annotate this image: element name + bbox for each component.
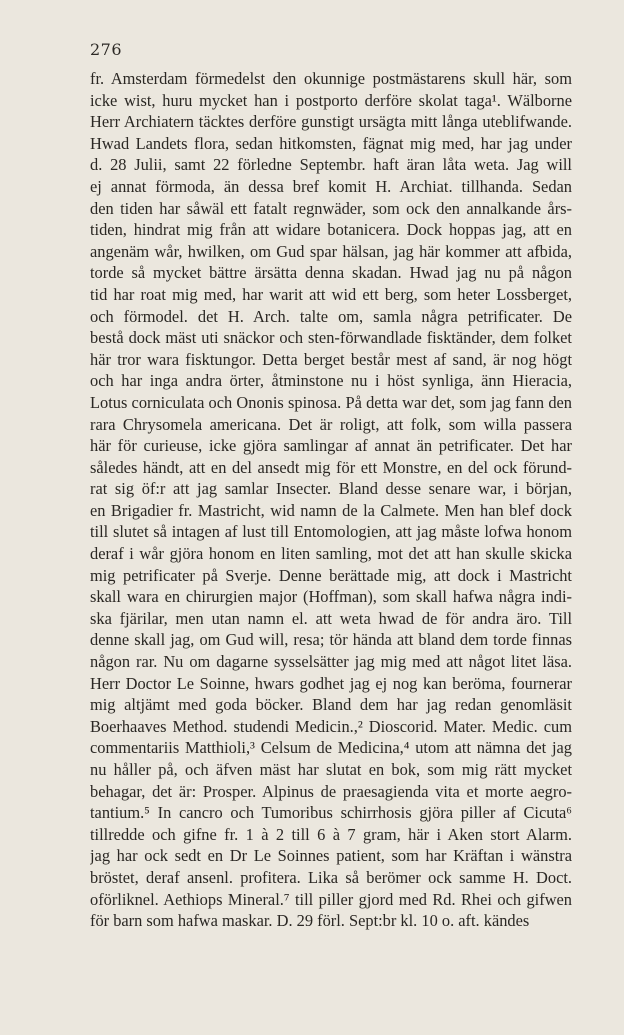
text-line: bestå dock mäst uti snäckor och sten-förwandlade fisktänder, dem folket [90, 328, 572, 348]
text-line: tiden, hindrat mig från att widare botanicera. Dock hoppas jag, att en [90, 220, 572, 240]
text-line: här för curieuse, icke gjöra samlingar af annat än petrificater. Det har [90, 436, 572, 456]
text-line: mig petrificater på Sverje. Denne berättade mig, att dock i Mastricht [90, 565, 572, 585]
text-line: Lotus corniculata och Ononis spinosa. På detta war det, som jag fann den [90, 392, 572, 412]
text-line: Herr Doctor Le Soinne, hwars godhet jag ej nog kan beröma, fournerar [90, 673, 572, 693]
text-line: tillredde och gifne fr. 1 à 2 till 6 à 7 gram, här i Aken stort Alarm. [90, 824, 572, 844]
text-line: deraf i wår gjöra honom en liten samling, mot det att han skulle skicka [90, 544, 572, 564]
text-line: någon rar. Nu om dagarne sysselsätter jag mig med att något litet läsa. [90, 652, 572, 672]
text-line: Boerhaaves Method. studendi Medicin.,² Dioscorid. Mater. Medic. cum [90, 716, 572, 736]
text-line: rat sig öf:r att jag samlar Insecter. Bland desse senare war, i början, [90, 479, 572, 499]
text-line: bröstet, deraf ansenl. profitera. Lika så berömer ock samme H. Doct. [90, 867, 572, 887]
text-line: icke wist, huru mycket han i postporto derföre skolat taga¹. Wälborne [90, 90, 572, 110]
text-line: rara Chrysomela americana. Det är roligt, att folk, som willa passera [90, 414, 572, 434]
text-line: här tror wara fisktungor. Detta berget består mest af sand, är nog högt [90, 349, 572, 369]
text-line: torde så mycket bättre ärsätta denna skadan. Hwad jag nu på någon [90, 263, 572, 283]
text-line: till slutet så intagen af lust till Entomologien, att jag måste lofwa honom [90, 522, 572, 542]
text-line: för barn som hafwa maskar. D. 29 förl. Sept:br kl. 10 o. aft. kändes [90, 911, 530, 931]
text-line: och förmodel. det H. Arch. talte om, samla några petrificater. De [90, 306, 572, 326]
text-line: behagar, det är: Prosper. Alpinus de praesagienda vita et morte aegro- [90, 781, 572, 801]
text-line: den tiden har såwäl ett fatalt regnwäder, som ock den annalkande års- [90, 198, 572, 218]
text-line: en Brigadier fr. Mastricht, wid namn de la Calmete. Men han blef dock [90, 500, 572, 520]
text-line: tantium.⁵ In cancro och Tumoribus schirrhosis gjöra piller af Cicuta⁶ [90, 803, 572, 823]
text-line: skall wara en chirurgien major (Hoffman), som skall hafwa några indi- [90, 587, 572, 607]
body-text [90, 68, 572, 932]
text-line: ska fjärilar, men utan namn el. att weta hwad de för andra äro. Till [90, 608, 572, 628]
text-line: angenäm wår, hwilken, om Gud spar hälsan, jag här kommer att afbida, [90, 241, 572, 261]
page-number: 276 [90, 40, 123, 59]
text-line: Herr Archiatern täcktes derföre gunstigt ursägta mitt långa uteblifwande. [90, 112, 572, 132]
text-line: tid har roat mig med, har warit att wid ett berg, som heter Lossberget, [90, 284, 572, 304]
text-line: och har inga andra örter, åtminstone nu i höst synliga, änn Hieracia, [90, 371, 572, 391]
text-line: ej annat förmoda, än dessa bref komit H. Archiat. tillhanda. Sedan [90, 176, 572, 196]
text-line: oförliknel. Aethiops Mineral.⁷ till piller gjord med Rd. Rhei och gifwen [90, 889, 572, 909]
text-line: således händt, att en del ansedt mig för ett Monstre, en del ock förund- [90, 457, 572, 477]
text-line: d. 28 Julii, samt 22 förledne Septembr. haft äran låta weta. Jag will [90, 155, 572, 175]
text-line: nu håller på, och äfven mäst har slutat en bok, som mig rätt mycket [90, 760, 572, 779]
text-line: commentariis Matthioli,³ Celsum de Medicina,⁴ utom att nämna det jag [90, 738, 572, 758]
text-line: fr. Amsterdam förmedelst den okunnige postmästarens skull här, som [90, 69, 572, 88]
text-line: jag har ock sedt en Dr Le Soinnes patient, som har Kräftan i wänstra [90, 846, 572, 866]
text-line: mig altjämt med goda böcker. Bland dem har jag redan genomläsit [90, 695, 572, 715]
text-line: Hwad Landets flora, sedan hitkomsten, fägnat mig med, har jag under [90, 133, 572, 153]
text-line: denne skall jag, om Gud will, resa; tör hända att bland dem torde finnas [90, 630, 572, 650]
